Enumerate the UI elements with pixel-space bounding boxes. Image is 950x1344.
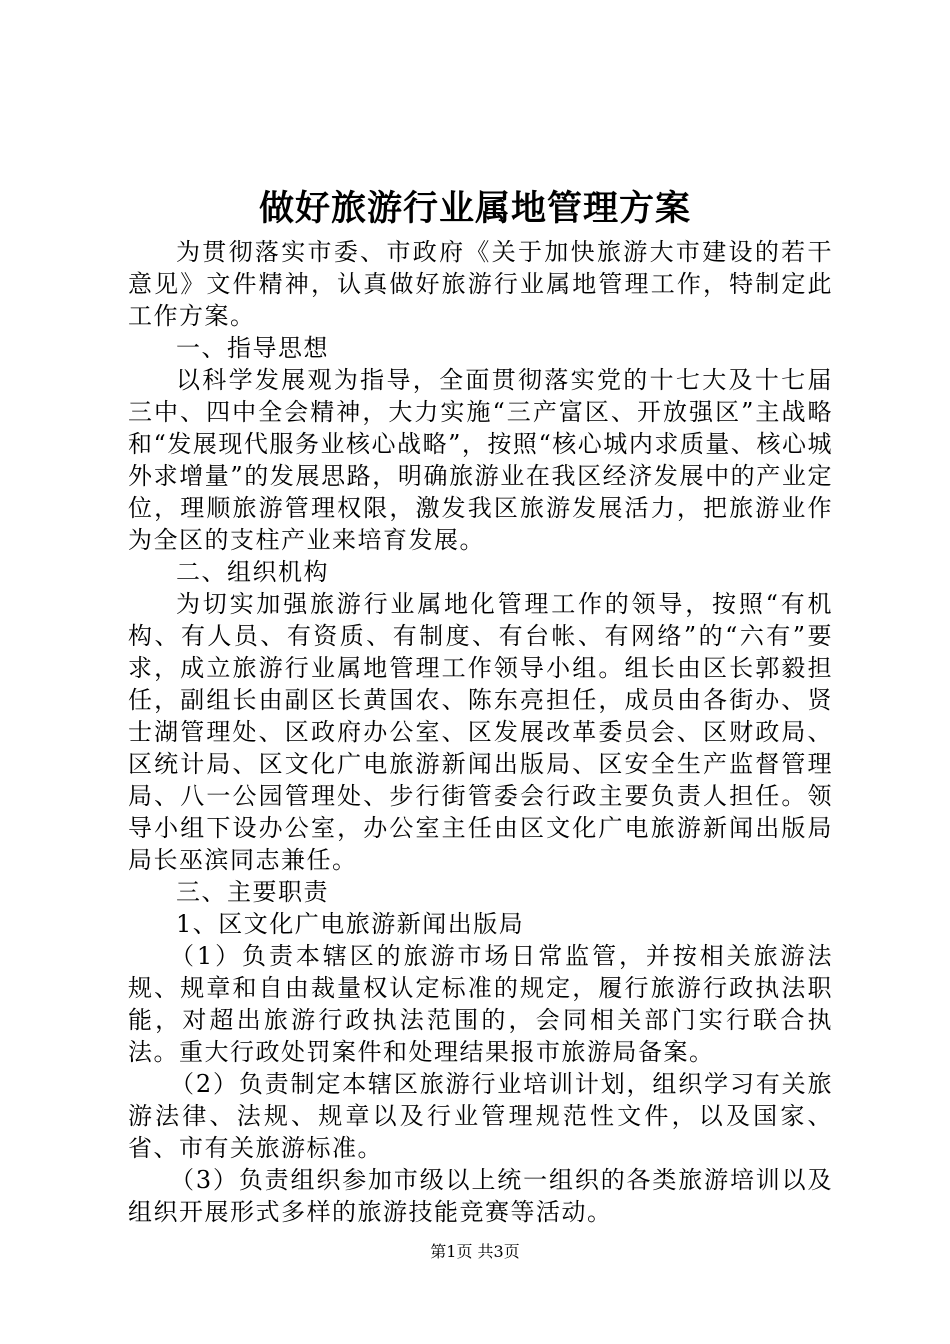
document-body [128,236,833,1228]
section-heading-organization: 二、组织机构 [176,558,329,586]
duty-item-1: （1）负责本辖区的旅游市场日常监管，并按相关旅游法规、规章和自由裁量权认定标准的规定，履行旅游行政执法职能，对超出旅游行政执法范围的，会同相关部门实行联合执法。重大行政处罚案件和处理结果报市旅游局备案。 [128,942,833,1066]
organization-paragraph: 为切实加强旅游行业属地化管理工作的领导，按照“有机构、有人员、有资质、有制度、有台帐、有网络”的“六有”要求，成立旅游行业属地管理工作领导小组。组长由区长郭毅担任，副组长由副区长黄国农、陈东亮担任，成员由各街办、贤士湖管理处、区政府办公室、区发展改革委员会、区财政局、区统计局、区文化广电旅游新闻出版局、区安全生产监督管理局、八一公园管理处、步行街管委会行政主要负责人担任。领导小组下设办公室，办公室主任由区文化广电旅游新闻出版局局长巫滨同志兼任。 [128,590,833,874]
guiding-ideology-paragraph: 以科学发展观为指导，全面贯彻落实党的十七大及十七届三中、四中全会精神，大力实施“三产富区、开放强区”主战略和“发展现代服务业核心战略”，按照“核心城内求质量、核心城外求增量”的发展思路，明确旅游业在我区经济发展中的产业定位，理顺旅游管理权限，激发我区旅游发展活力，把旅游业作为全区的支柱产业来培育发展。 [128,366,833,554]
section-heading-guiding-ideology: 一、指导思想 [176,334,329,362]
subsection-heading-culture-bureau: 1、区文化广电旅游新闻出版局 [176,910,525,938]
document-title: 做好旅游行业属地管理方案 [258,188,691,229]
intro-paragraph: 为贯彻落实市委、市政府《关于加快旅游大市建设的若干意见》文件精神，认真做好旅游行业属地管理工作，特制定此工作方案。 [128,238,833,330]
page-footer: 第1页 共3页 [430,1242,520,1261]
duty-item-3: （3）负责组织参加市级以上统一组织的各类旅游培训以及组织开展形式多样的旅游技能竞赛等活动。 [128,1166,833,1226]
section-heading-main-duties: 三、主要职责 [176,878,329,906]
duty-item-2: （2）负责制定本辖区旅游行业培训计划，组织学习有关旅游法律、法规、规章以及行业管理规范性文件，以及国家、省、市有关旅游标准。 [128,1070,833,1162]
